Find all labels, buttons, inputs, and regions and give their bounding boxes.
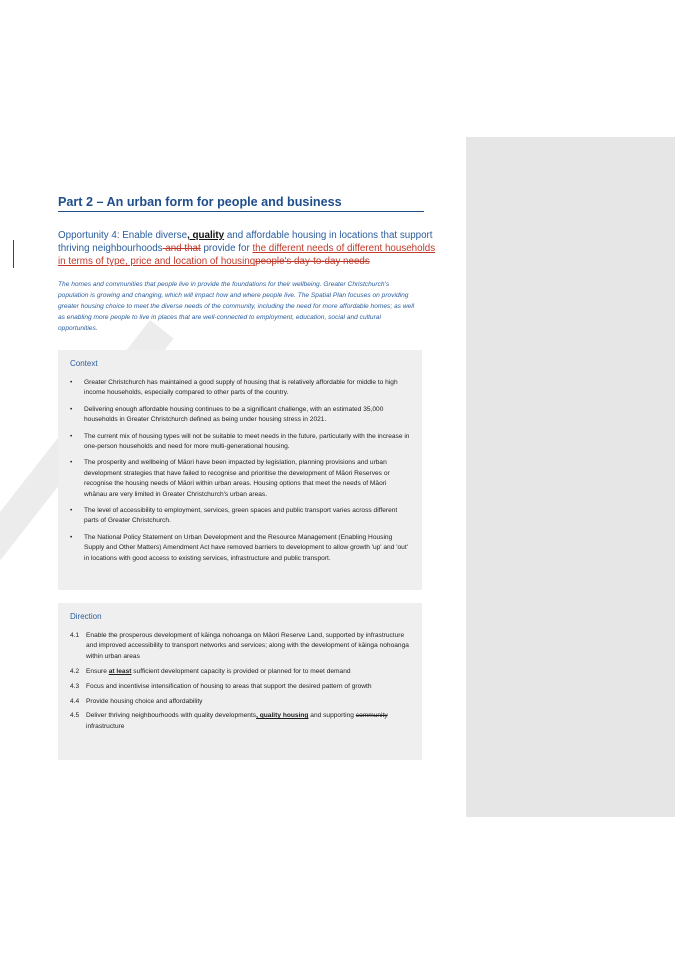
opportunity-statement <box>58 229 443 269</box>
context-item: • The level of accessibility to employment, services, green spaces and public transport varies across different parts of Greater Christchurch. <box>70 507 398 525</box>
bullet-icon: • <box>70 379 73 386</box>
direction-list <box>70 631 410 732</box>
inserted-quality-housing: , quality housing <box>256 712 309 720</box>
context-title: Context <box>70 359 98 368</box>
direction-item: 4.5 Deliver thriving neighbourhoods with quality developments, quality housing and supporting community infrastructure <box>70 712 388 730</box>
bullet-icon: • <box>70 533 73 541</box>
bullet-icon: • <box>70 432 73 440</box>
opp-deleted-text: people's day-to-day needs <box>255 256 370 268</box>
direction-title: Direction <box>70 612 102 621</box>
direction-item: 4.3 Focus and incentivise intensification of housing to areas that support the desired pattern of growth <box>70 682 372 690</box>
context-item: • Delivering enough affordable housing continues to be a significant challenge, with an estimated 35,000 households in Greater Christchurch defined as being under housing stress in 2021. <box>70 405 384 424</box>
context-list <box>70 378 410 564</box>
page-heading: Part 2 – An urban form for people and business <box>58 195 424 212</box>
opp-deleted-and-that: and that <box>162 243 201 255</box>
context-item: • Greater Christchurch has maintained a good supply of housing that is relatively affordable for middle to high income households, especially compared to other parts of the country. <box>70 379 398 397</box>
bullet-icon: • <box>70 459 73 467</box>
direction-item: 4.2 Ensure at least sufficient development capacity is provided or planned for to meet demand <box>70 667 351 675</box>
context-item: • The current mix of housing types will not be suitable to meet needs in the future, particularly with the increase in one-person households and need for more multi-generational housing. <box>70 432 410 451</box>
deleted-community: community <box>355 712 388 720</box>
inserted-at-least: at least <box>108 667 132 675</box>
opp-inserted-text: the different needs of different households in terms of type, price and location of housing <box>58 243 436 268</box>
intro-paragraph: The homes and communities that people live in provide the foundations for their wellbeing. Greater Christchurch's population is growing and changing, which will impact how and where people live. The Spatial Plan focuses on providing greater housing choice to meet the diverse needs of the community, including the need for more affordable homes; as well as enabling more people to live in places that are well-connected to employment, education, social and cultural opportunities. <box>58 281 415 332</box>
opp-insert-quality: , quality <box>187 230 225 241</box>
direction-item: 4.1 Enable the prosperous development of kāinga nohoanga on Māori Reserve Land, supported by infrastructure and improved accessibility to transport networks and services; along with the development of kāinga nohoanga within urban areas <box>70 632 409 660</box>
opp-mid: and affordable housing in locations that support thriving neighbourhoods <box>58 230 433 255</box>
context-item: • The National Policy Statement on Urban Development and the Resource Management (Enabling Housing Supply and Other Matters) Amendment Act have removed barriers to development to allow growth 'up' and 'out' in locations with good access to existing services, infrastructure and public transport. <box>70 533 408 562</box>
bullet-icon: • <box>70 405 73 413</box>
opp-prefix: Opportunity 4: Enable diverse <box>58 230 188 241</box>
direction-item: 4.4 Provide housing choice and affordability <box>70 697 203 705</box>
bullet-icon: • <box>70 507 73 515</box>
comment-margin-pane <box>466 137 675 817</box>
context-box <box>58 350 422 590</box>
direction-box <box>58 603 422 760</box>
context-item: • The prosperity and wellbeing of Māori have been impacted by legislation, planning provisions and urban development strategies that have failed to recognise and prioritise the development of Māori Reserves or recognise the housing needs of Māori within urban areas. Housing options that meet the needs of Māori whānau are very limited in Greater Christchurch's urban areas. <box>70 459 390 498</box>
change-bar <box>13 240 14 268</box>
opp-provide-for: provide for <box>200 243 253 255</box>
